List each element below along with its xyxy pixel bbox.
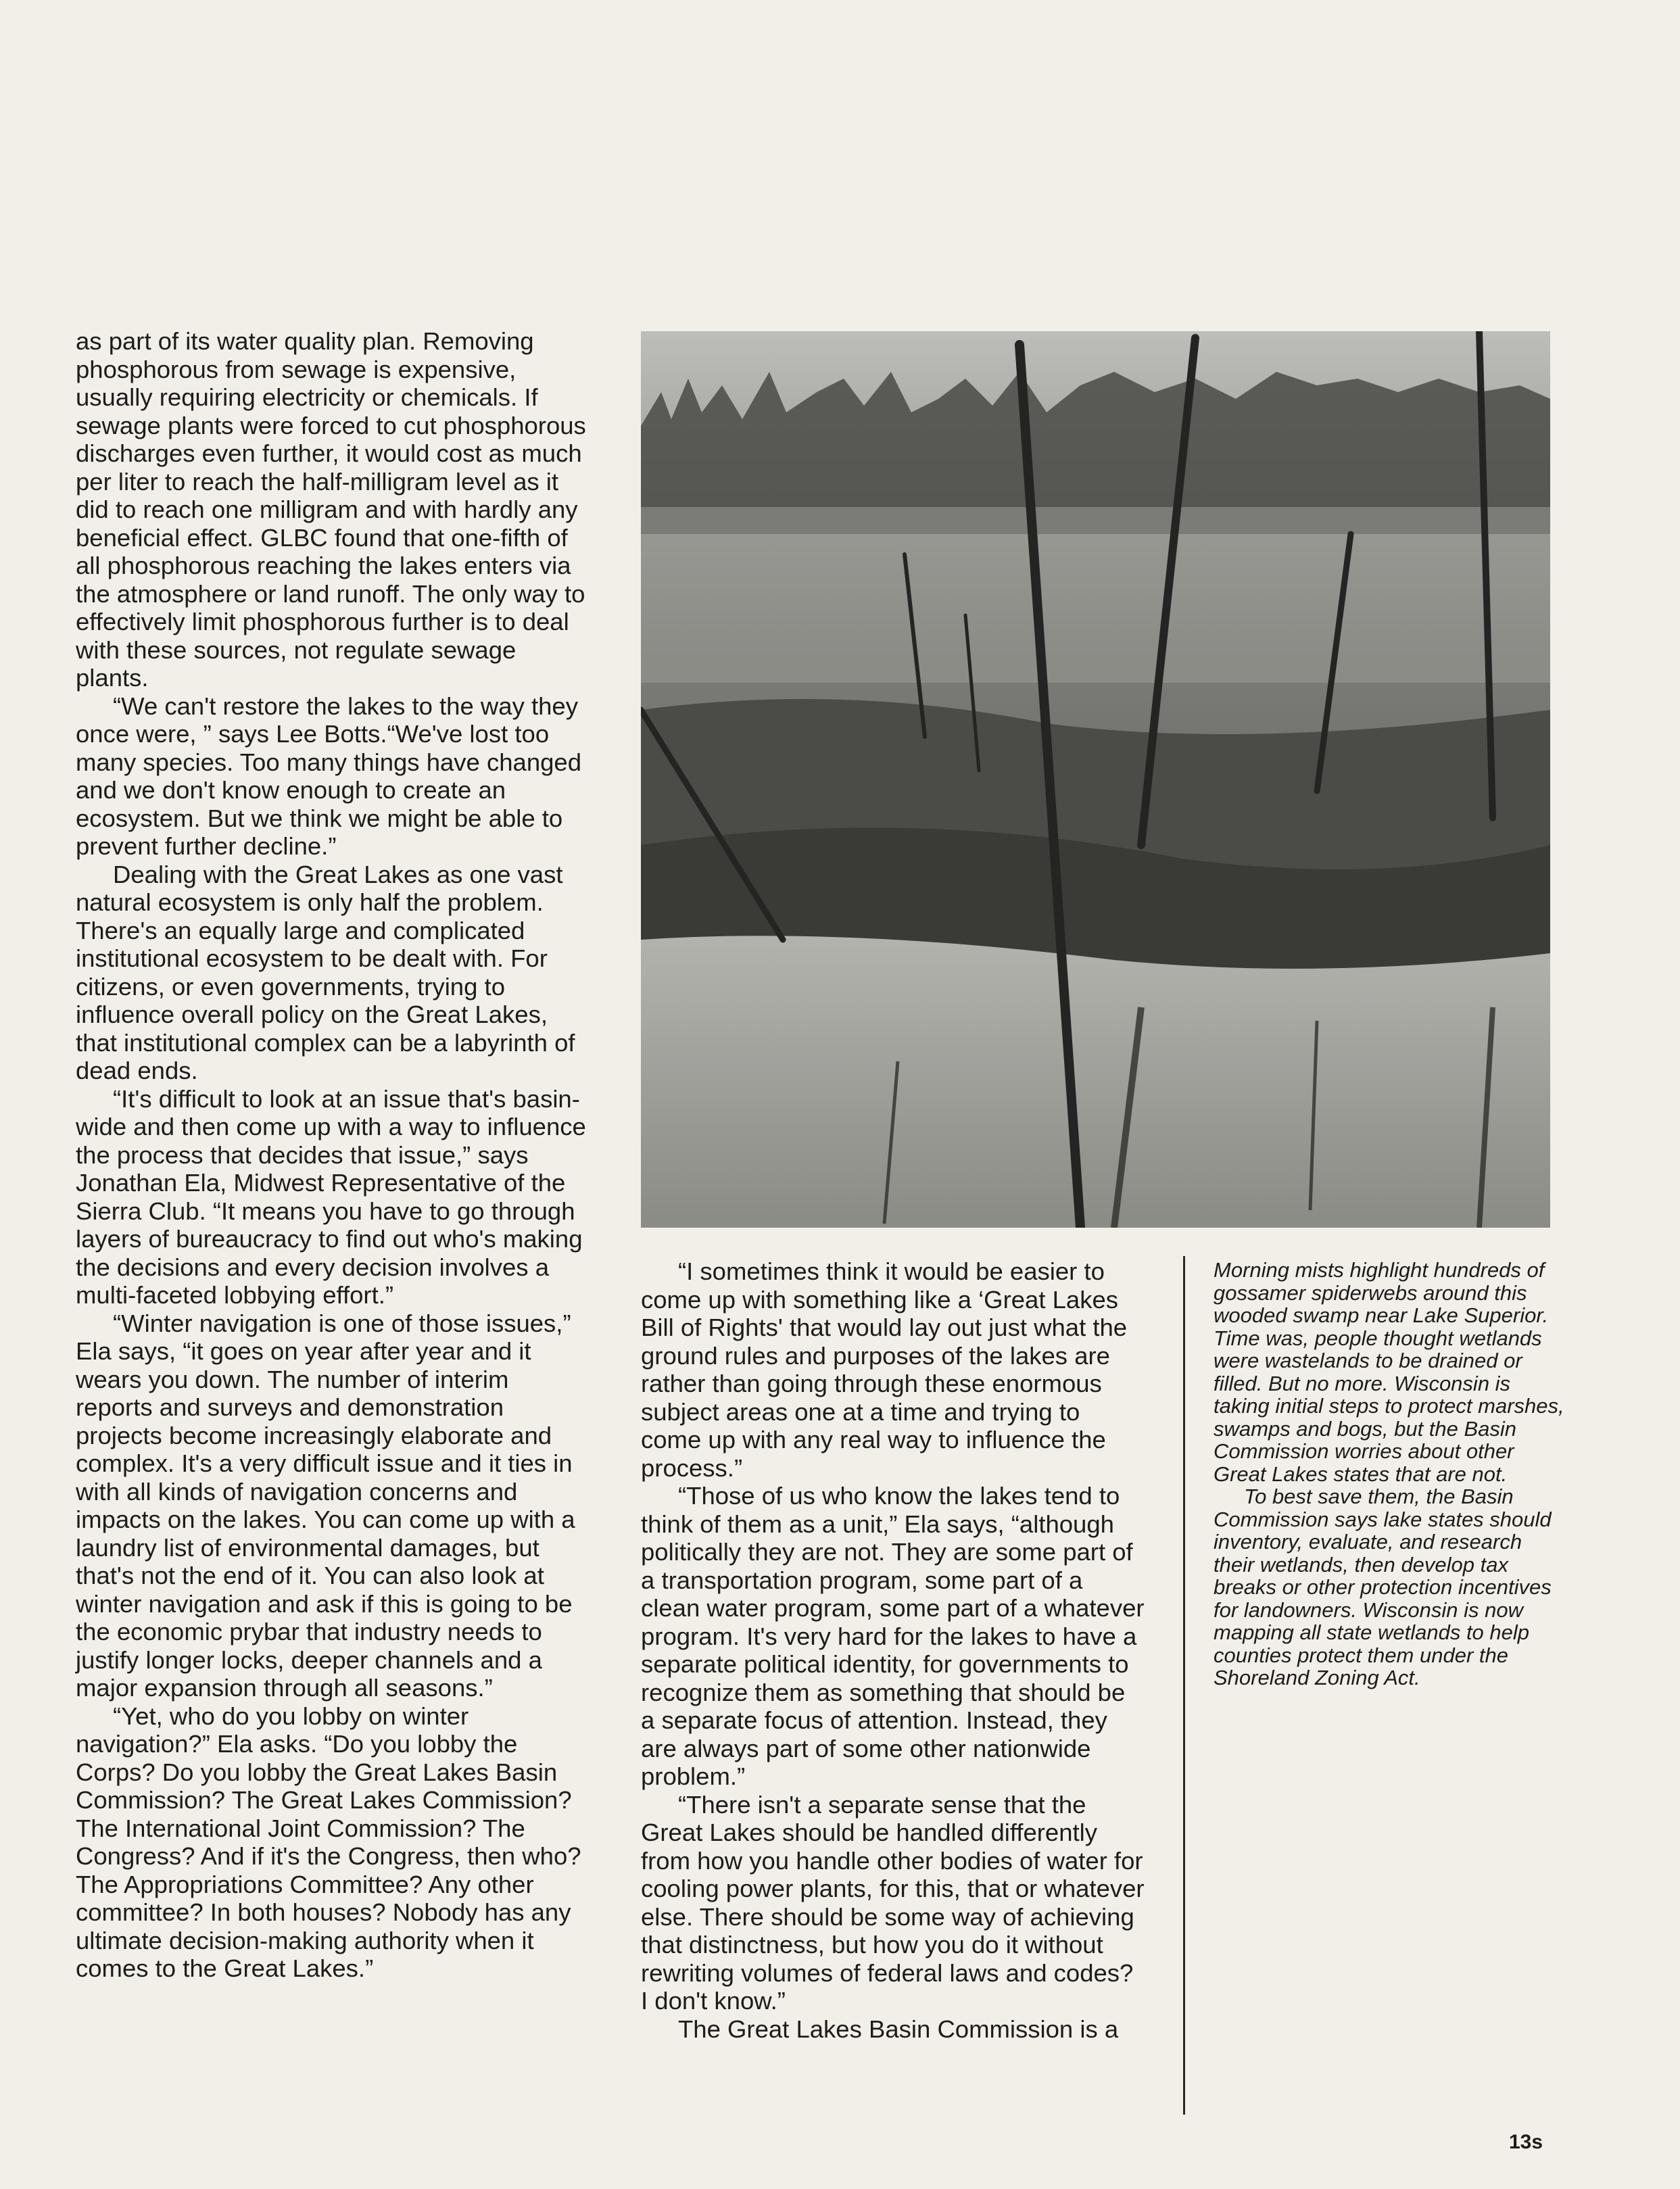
caption-paragraph: Morning mists highlight hundreds of gossamer spiderwebs around this wooded swamp near Lake Superior. Time was, people thought wetlands were wastelands to be drained or filled. But no more. Wisconsin is taking initial steps to protect marshes, swamps and bogs, but the Basin Commission worries about other Great Lakes states that are not. bbox=[1214, 1258, 1564, 1486]
swamp-photo-illustration bbox=[641, 331, 1550, 1228]
caption-paragraph: To best save them, the Basin Commission says lake states should inventory, evaluate, and research their wetlands, then develop tax breaks or other protection incentives for landowners. Wisconsin is now mapping all state wetlands to help counties protect them under the Shoreland Zoning Act. bbox=[1214, 1485, 1552, 1689]
paragraph: “We can't restore the lakes to the way they once were, ” says Lee Botts.“We've lost too many species. Too many things have changed and we don't know enough to create an ecosystem. But we think we might be able to prevent further decline.” bbox=[76, 692, 582, 860]
wooded-swamp-photo bbox=[641, 331, 1550, 1228]
article-column-left bbox=[76, 327, 590, 1983]
paragraph: “There isn't a separate sense that the Great Lakes should be handled differently from how you handle other bodies of water for cooling power plants, for this, that or whatever else. There should be some way of achieving that distinctness, but how you do it without rewriting volumes of federal laws and codes? I don't know.” bbox=[641, 1790, 1145, 2015]
page-number: 13s bbox=[1509, 2131, 1543, 2153]
paragraph: “I sometimes think it would be easier to come up with something like a ‘Great Lakes Bill of Rights' that would lay out just what the ground rules and purposes of the lakes are rather than going through these enormous subject areas one at a time and trying to come up with any real way to influence the process.” bbox=[641, 1257, 1128, 1482]
paragraph: “Yet, who do you lobby on winter navigation?” Ela asks. “Do you lobby the Corps? Do you lobby the Great Lakes Basin Commission? The Great Lakes Commission? The International Joint Commission? The Congress? And if it's the Congress, then who? The Appropriations Committee? Any other committee? In both houses? Nobody has any ultimate decision-making authority when it comes to the Great Lakes.” bbox=[76, 1702, 581, 1982]
article-column-middle bbox=[641, 1257, 1145, 2043]
paragraph: The Great Lakes Basin Commission is a bbox=[678, 2015, 1119, 2043]
paragraph: as part of its water quality plan. Removing phosphorous from sewage is expensive, usually requiring electricity or chemicals. If sewage plants were forced to cut phosphorous discharges even further, it would cost as much per liter to reach the half-milligram level as it did to reach one milligram and with hardly any beneficial effect. GLBC found that one-fifth of all phosphorous reaching the lakes enters via the atmosphere or land runoff. The only way to effectively limit phosphorous further is to deal with these sources, not regulate sewage plants. bbox=[76, 327, 586, 692]
caption-divider bbox=[1183, 1256, 1185, 2115]
paragraph: “It's difficult to look at an issue that's basin-wide and then come up with a way to influence the process that decides that issue,” says Jonathan Ela, Midwest Representative of the Sierra Club. “It means you have to go through layers of bureaucracy to find out who's making the decisions and every decision involves a multi-faceted lobbying effort.” bbox=[76, 1084, 586, 1309]
paragraph: “Winter navigation is one of those issues,” Ela says, “it goes on year after year and it wears you down. The number of interim reports and surveys and demonstration projects become increasingly elaborate and complex. It's a very difficult issue and it ties in with all kinds of navigation concerns and impacts on the lakes. You can come up with a laundry list of environmental damages, but that's not the end of it. You can also look at winter navigation and ask if this is going to be the economic prybar that industry needs to justify longer locks, deeper channels and a major expansion through all seasons.” bbox=[76, 1309, 575, 1702]
photo-caption bbox=[1214, 1259, 1565, 1689]
paragraph: Dealing with the Great Lakes as one vast natural ecosystem is only half the problem. There's an equally large and complicated institutional ecosystem to be dealt with. For citizens, or even governments, trying to influence overall policy on the Great Lakes, that institutional complex can be a labyrinth of dead ends. bbox=[76, 860, 575, 1084]
paragraph: “Those of us who know the lakes tend to think of them as a unit,” Ela says, “although politically they are not. They are some part of a transportation program, some part of a clean water program, some part of a whatever program. It's very hard for the lakes to have a separate political identity, for governments to recognize them as something that should be a separate focus of attention. Instead, they are always part of some other nationwide problem.” bbox=[641, 1482, 1145, 1790]
